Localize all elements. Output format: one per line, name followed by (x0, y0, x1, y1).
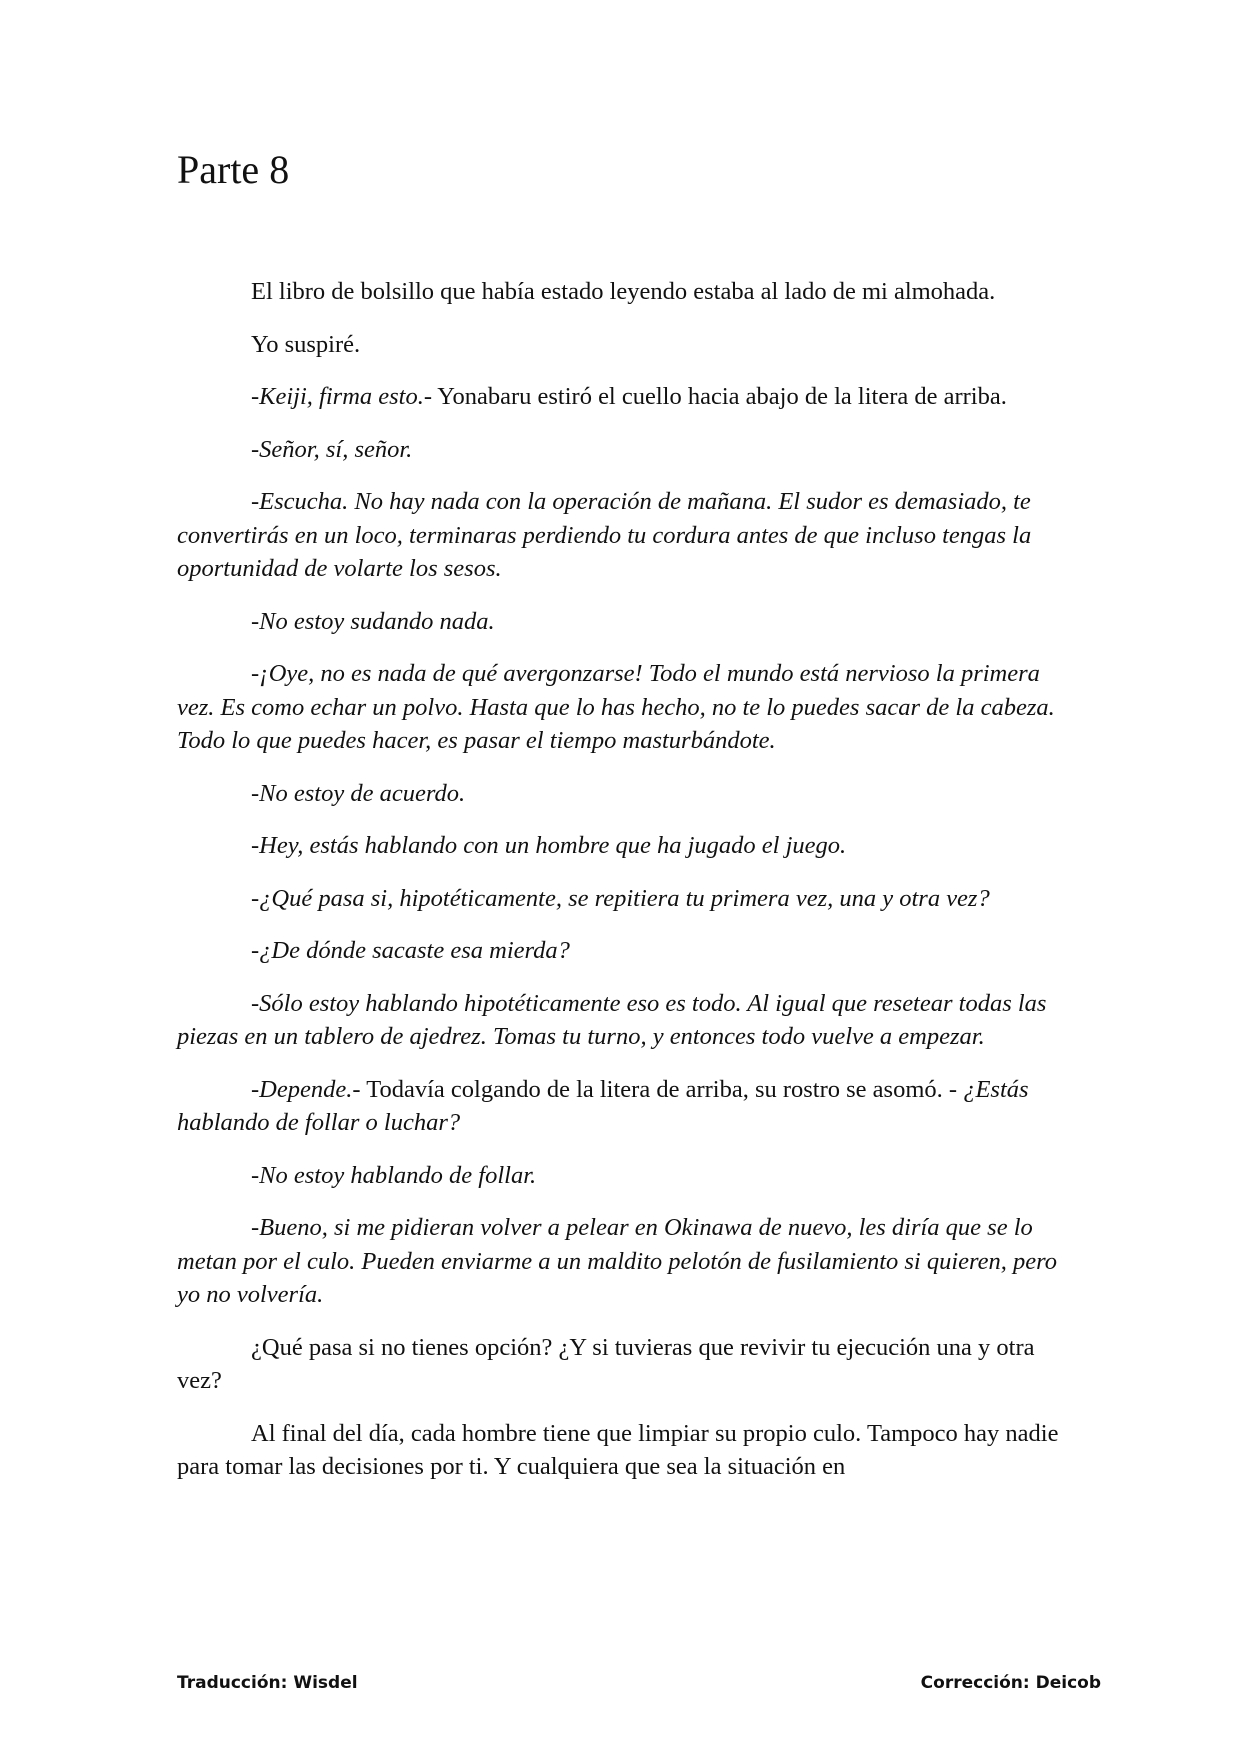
narration-text: - Yonabaru estiró el cuello hacia abajo de la litera de arriba. (423, 383, 1007, 410)
narration-text: - Todavía colgando de la litera de arriba, su rostro se asomó. - (352, 1075, 958, 1103)
chapter-title: Parte 8 (177, 147, 290, 192)
paragraph (177, 275, 1067, 309)
dialogue-text: -Escucha. No hay nada con la operación de mañana. El sudor es demasiado, te convertirás en un loco, terminaras perdiendo tu cordura antes de que incluso tengas la oportunidad de volarte los sesos. (177, 488, 1032, 582)
dialogue-text: -Keiji, firma esto. (251, 383, 424, 410)
paragraph (177, 1073, 1067, 1140)
paragraph (177, 1211, 1067, 1312)
dialogue-text: -¿De dónde sacaste esa mierda? (251, 937, 570, 964)
body-text (177, 275, 1067, 1503)
paragraph (177, 882, 1067, 916)
dialogue-text: -No estoy hablando de follar. (251, 1161, 537, 1189)
narration-text: ¿Qué pasa si no tienes opción? ¿Y si tuvieras que revivir tu ejecución una y otra vez? (177, 1333, 1035, 1394)
paragraph (177, 1331, 1067, 1398)
dialogue-text: ¿Estás hablando de follar o luchar? (177, 1075, 1029, 1136)
dialogue-text: -Depende. (251, 1075, 353, 1103)
dialogue-text: -Bueno, si me pidieran volver a pelear en Okinawa de nuevo, les diría que se lo metan por el culo. Pueden enviarme a un maldito pelotón de fusilamiento si quieren, pero yo no volvería. (177, 1214, 1058, 1308)
narration-text: Al final del día, cada hombre tiene que limpiar su propio culo. Tampoco hay nadie para tomar las decisiones por ti. Y cualquiera que sea la situación en (177, 1419, 1059, 1480)
dialogue-text: -¡Oye, no es nada de qué avergonzarse! Todo el mundo está nervioso la primera vez. Es como echar un polvo. Hasta que lo has hecho, no te lo puedes sacar de la cabeza. Todo lo que puedes hacer, es pasar el tiempo masturbándote. (177, 660, 1055, 754)
dialogue-text: -Hey, estás hablando con un hombre que ha jugado el juego. (251, 832, 847, 859)
paragraph (177, 987, 1067, 1054)
paragraph (177, 433, 1067, 467)
paragraph (177, 328, 1067, 362)
paragraph (177, 934, 1067, 968)
paragraph (177, 657, 1067, 758)
paragraph (177, 777, 1067, 811)
correction-credit: Corrección: Deicob (920, 1673, 1101, 1693)
paragraph (177, 1417, 1067, 1484)
translation-credit: Traducción: Wisdel (177, 1673, 358, 1693)
dialogue-text: -Señor, sí, señor. (251, 435, 413, 463)
paragraph (177, 380, 1067, 414)
dialogue-text: -Sólo estoy hablando hipotéticamente eso es todo. Al igual que resetear todas las piezas en un tablero de ajedrez. Tomas tu turno, y entonces todo vuelve a empezar. (177, 989, 1047, 1050)
paragraph (177, 605, 1067, 639)
narration-text: El libro de bolsillo que había estado leyendo estaba al lado de mi almohada. (251, 278, 996, 305)
paragraph (177, 829, 1067, 863)
dialogue-text: -No estoy de acuerdo. (251, 779, 466, 807)
dialogue-text: -¿Qué pasa si, hipotéticamente, se repitiera tu primera vez, una y otra vez? (251, 884, 990, 912)
paragraph (177, 485, 1067, 586)
paragraph (177, 1159, 1067, 1193)
dialogue-text: -No estoy sudando nada. (251, 607, 495, 635)
narration-text: Yo suspiré. (251, 330, 361, 358)
